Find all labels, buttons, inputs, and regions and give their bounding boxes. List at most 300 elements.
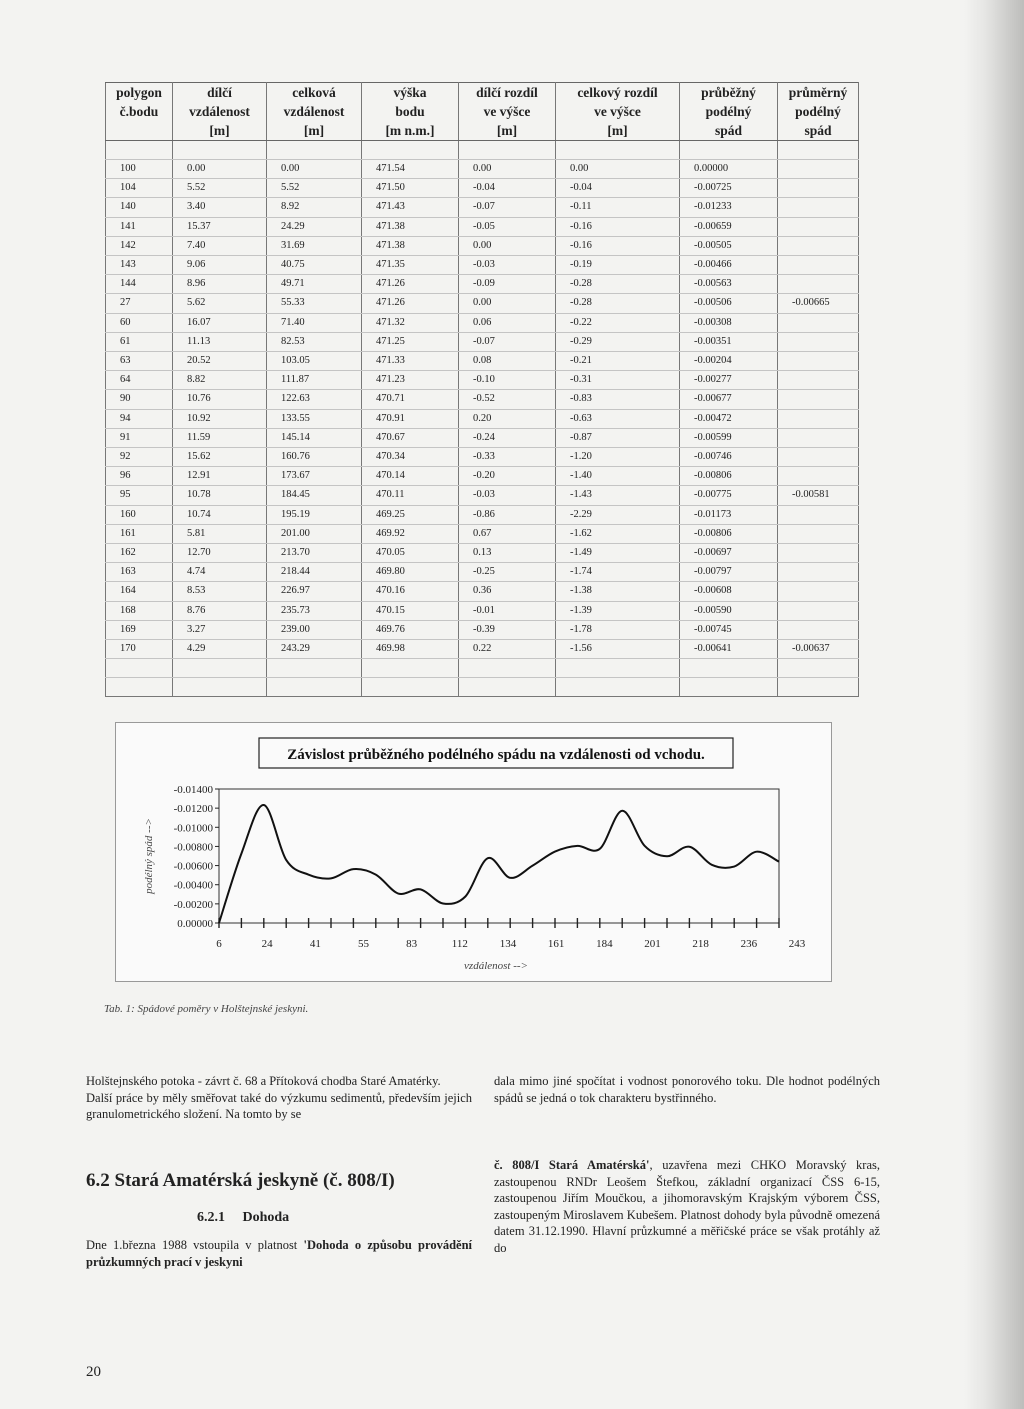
table-cell	[778, 563, 859, 582]
table-cell: -0.39	[459, 620, 556, 639]
table-cell: -2.29	[556, 505, 680, 524]
table-row	[106, 582, 859, 601]
subsection-heading: 6.2.1 Dohoda	[197, 1210, 290, 1225]
table-cell	[778, 659, 859, 678]
table-cell: 470.16	[362, 582, 459, 601]
table-header	[106, 83, 859, 141]
table-cell: 470.67	[362, 428, 459, 447]
chart-title: Závislost průběžného podélného spádu na vzdálenosti od vchodu.	[287, 747, 705, 763]
right-column-bottom	[494, 1157, 880, 1256]
chart	[115, 722, 832, 982]
x-tick-label: 134	[499, 938, 517, 950]
header-cell: polygon	[106, 83, 173, 103]
table-cell: 0.22	[459, 640, 556, 659]
table-row	[106, 505, 859, 524]
table-cell: 471.54	[362, 160, 459, 179]
table-cell: -0.00563	[680, 275, 778, 294]
header-cell: ve výšce	[459, 102, 556, 121]
table-cell: 63	[106, 352, 173, 371]
table-cell: -0.28	[556, 275, 680, 294]
table-cell: 195.19	[267, 505, 362, 524]
section-text-bold: 'Dohoda o způsobu provádění průzkumných prací v jeskyni	[86, 1238, 473, 1269]
left-column	[86, 1073, 472, 1123]
table-row	[106, 160, 859, 179]
table-cell: 471.23	[362, 371, 459, 390]
page-number: 20	[86, 1364, 101, 1380]
data-table	[105, 82, 859, 697]
table-cell: -1.38	[556, 582, 680, 601]
table-cell: -0.00806	[680, 467, 778, 486]
table-cell: -0.25	[459, 563, 556, 582]
table-cell: 100	[106, 160, 173, 179]
section-paragraph	[86, 1237, 472, 1270]
table-cell	[778, 428, 859, 447]
table-cell: 471.33	[362, 352, 459, 371]
table-cell: 164	[106, 582, 173, 601]
table-cell: 143	[106, 256, 173, 275]
table-cell	[778, 467, 859, 486]
table-cell	[556, 678, 680, 697]
section-paragraph-text	[86, 1237, 472, 1270]
table-cell: -0.07	[459, 332, 556, 351]
table-cell: 7.40	[173, 236, 267, 255]
header-cell: [m]	[459, 121, 556, 141]
table-row	[106, 620, 859, 639]
table-cell: 173.67	[267, 467, 362, 486]
y-axis-label: podélný spád -->	[143, 818, 155, 894]
table-cell: -0.00277	[680, 371, 778, 390]
table-cell: 10.76	[173, 390, 267, 409]
header-cell: podélný	[680, 102, 778, 121]
table-cell	[778, 275, 859, 294]
table-cell: 8.96	[173, 275, 267, 294]
table-cell	[556, 141, 680, 160]
table-cell: -0.33	[459, 448, 556, 467]
table-cell: -0.00581	[778, 486, 859, 505]
header-row	[106, 83, 859, 103]
table-cell: 0.00	[267, 160, 362, 179]
table-cell: -0.00677	[680, 390, 778, 409]
table-cell: 470.15	[362, 601, 459, 620]
table-cell: 161	[106, 524, 173, 543]
x-tick-label: 218	[692, 938, 709, 950]
table-cell: -0.11	[556, 198, 680, 217]
table-cell: 0.00	[459, 236, 556, 255]
table-cell: 0.20	[459, 409, 556, 428]
table-cell: 218.44	[267, 563, 362, 582]
right-paragraph-1: dala mimo jiné spočítat i vodnost ponorového toku. Dle hodnot podélných spádů se jedná o tok charakteru bystřinného.	[494, 1074, 880, 1105]
table-cell: 184.45	[267, 486, 362, 505]
header-cell: [m]	[556, 121, 680, 141]
table-cell: 9.06	[173, 256, 267, 275]
table-cell	[173, 659, 267, 678]
table-cell: 10.74	[173, 505, 267, 524]
header-row	[106, 121, 859, 141]
table-row	[106, 217, 859, 236]
table-cell	[362, 659, 459, 678]
table-cell: 31.69	[267, 236, 362, 255]
table-cell: 11.13	[173, 332, 267, 351]
table-cell: 15.37	[173, 217, 267, 236]
header-cell: celkový rozdíl	[556, 83, 680, 103]
table-cell	[267, 141, 362, 160]
table-cell: -0.00505	[680, 236, 778, 255]
y-tick-label: -0.01000	[173, 822, 213, 835]
table-cell: -1.20	[556, 448, 680, 467]
table-cell: -1.39	[556, 601, 680, 620]
table-cell	[362, 678, 459, 697]
table-cell: 15.62	[173, 448, 267, 467]
header-cell: ve výšce	[556, 102, 680, 121]
table-cell: 140	[106, 198, 173, 217]
header-cell: vzdálenost	[267, 102, 362, 121]
table-cell: -0.21	[556, 352, 680, 371]
table-cell: 235.73	[267, 601, 362, 620]
table-cell: 92	[106, 448, 173, 467]
table-cell: 0.00	[556, 160, 680, 179]
table-cell	[778, 217, 859, 236]
table-cell	[778, 332, 859, 351]
table-cell: 20.52	[173, 352, 267, 371]
table-cell: -0.00590	[680, 601, 778, 620]
table-cell: 471.32	[362, 313, 459, 332]
table-cell: 162	[106, 544, 173, 563]
table-cell: -0.22	[556, 313, 680, 332]
table-cell: 64	[106, 371, 173, 390]
table-cell: 8.92	[267, 198, 362, 217]
table-cell: 104	[106, 179, 173, 198]
table-cell: 226.97	[267, 582, 362, 601]
x-tick-label: 6	[216, 938, 222, 950]
section-heading: 6.2 Stará Amatérská jeskyně (č. 808/I)	[86, 1170, 395, 1191]
table-cell: 470.91	[362, 409, 459, 428]
table-spacer-row	[106, 678, 859, 697]
table-cell: -0.00797	[680, 563, 778, 582]
table-cell: 169	[106, 620, 173, 639]
table-cell: -0.01	[459, 601, 556, 620]
table-cell: 469.80	[362, 563, 459, 582]
header-cell: spád	[778, 121, 859, 141]
table-row	[106, 371, 859, 390]
y-tick-label: -0.00400	[173, 879, 213, 892]
table-cell	[778, 544, 859, 563]
table-cell: -0.07	[459, 198, 556, 217]
table-cell	[106, 141, 173, 160]
x-axis-label: vzdálenost -->	[464, 960, 528, 972]
table-cell	[778, 620, 859, 639]
table-cell: -0.09	[459, 275, 556, 294]
table-cell: -1.62	[556, 524, 680, 543]
table-cell: -0.00806	[680, 524, 778, 543]
table-cell: -0.31	[556, 371, 680, 390]
x-tick-label: 55	[358, 938, 369, 950]
table-cell: 103.05	[267, 352, 362, 371]
table-row	[106, 352, 859, 371]
table-cell: 5.62	[173, 294, 267, 313]
table-row	[106, 275, 859, 294]
table-cell: -0.03	[459, 486, 556, 505]
table-cell: 4.29	[173, 640, 267, 659]
table-row	[106, 256, 859, 275]
table-cell: -0.00351	[680, 332, 778, 351]
table-cell: 5.52	[267, 179, 362, 198]
header-cell: celková	[267, 83, 362, 103]
table-cell: -0.00506	[680, 294, 778, 313]
table-cell: -0.00466	[680, 256, 778, 275]
table-cell: 213.70	[267, 544, 362, 563]
table-cell	[778, 256, 859, 275]
series-line	[219, 805, 779, 923]
table-cell: 8.53	[173, 582, 267, 601]
table-cell: -0.04	[459, 179, 556, 198]
table-cell: 90	[106, 390, 173, 409]
table-cell: 471.43	[362, 198, 459, 217]
table-cell: -0.24	[459, 428, 556, 447]
y-tick-label: 0.00000	[177, 918, 213, 930]
table-cell	[778, 601, 859, 620]
header-cell: [m]	[267, 121, 362, 141]
table-row	[106, 179, 859, 198]
table-cell: 0.00	[173, 160, 267, 179]
y-tick-label: -0.00600	[173, 860, 213, 873]
table-cell	[778, 524, 859, 543]
table-row	[106, 448, 859, 467]
table-row	[106, 332, 859, 351]
table-cell: -0.63	[556, 409, 680, 428]
table-cell	[778, 505, 859, 524]
table-cell: -1.56	[556, 640, 680, 659]
table-cell	[680, 678, 778, 697]
table-cell: -0.20	[459, 467, 556, 486]
table-cell	[778, 236, 859, 255]
table-cell: -1.43	[556, 486, 680, 505]
table-cell: 0.13	[459, 544, 556, 563]
table-cell	[778, 160, 859, 179]
y-tick-label: -0.00200	[173, 898, 213, 911]
chart-svg	[116, 723, 831, 981]
table-cell: 469.98	[362, 640, 459, 659]
table-cell	[106, 659, 173, 678]
left-paragraph-2: Další práce by měly směřovat také do výzkumu sedimentů, především jejich granulometrického složení. Na tomto by se	[86, 1090, 472, 1121]
x-tick-label: 24	[261, 938, 273, 950]
table-cell	[680, 659, 778, 678]
table-cell: 145.14	[267, 428, 362, 447]
table-cell: 142	[106, 236, 173, 255]
x-tick-label: 243	[788, 938, 806, 950]
table-cell: -0.00641	[680, 640, 778, 659]
header-cell: průběžný	[680, 83, 778, 103]
table-row	[106, 601, 859, 620]
table-cell: 8.82	[173, 371, 267, 390]
table-cell	[778, 390, 859, 409]
table-cell: -0.00608	[680, 582, 778, 601]
agreement-text: , uzavřena mezi CHKO Moravský kras, zastoupenou RNDr Leošem Štefkou, základní organizací ČSS 6-15, zastoupenou Jiřím Moučkou, a jihomoravským Krajským výborem ČSS, zastoupeným Miroslavem Kubešem. Platnost dohody byla původně omezená datem 31.12.1990. Hlavní průzkumné a měřičské práce se však protáhly až do	[494, 1158, 880, 1255]
section-text-start: Dne 1.března 1988 vstoupila v platnost	[86, 1238, 304, 1252]
table-row	[106, 294, 859, 313]
table-cell: 469.92	[362, 524, 459, 543]
header-cell: dílčí rozdíl	[459, 83, 556, 103]
table-cell: -0.00745	[680, 620, 778, 639]
table-row	[106, 544, 859, 563]
table-cell	[173, 678, 267, 697]
table-cell: 94	[106, 409, 173, 428]
table-cell	[459, 659, 556, 678]
table-cell: 11.59	[173, 428, 267, 447]
table-cell	[778, 678, 859, 697]
table-cell: 0.00	[459, 294, 556, 313]
table-cell: 0.00	[459, 160, 556, 179]
table-row	[106, 524, 859, 543]
table-cell: -0.00746	[680, 448, 778, 467]
table-cell	[680, 141, 778, 160]
table-cell: 0.36	[459, 582, 556, 601]
table-cell: 60	[106, 313, 173, 332]
header-cell: [m]	[173, 121, 267, 141]
table-cell: -0.00665	[778, 294, 859, 313]
table-cell	[778, 371, 859, 390]
table-cell: 24.29	[267, 217, 362, 236]
table-cell: 91	[106, 428, 173, 447]
table-cell	[778, 582, 859, 601]
table-cell: -0.16	[556, 217, 680, 236]
header-cell: dílčí	[173, 83, 267, 103]
y-tick-label: -0.01200	[173, 803, 213, 816]
table-cell: 0.00000	[680, 160, 778, 179]
table-cell: 168	[106, 601, 173, 620]
table-cell: -0.87	[556, 428, 680, 447]
y-tick-label: -0.01400	[173, 784, 213, 796]
table-row	[106, 563, 859, 582]
table-cell	[362, 141, 459, 160]
header-cell: výška	[362, 83, 459, 103]
x-tick-label: 161	[547, 938, 565, 950]
right-column-top	[494, 1073, 880, 1106]
table-cell: -0.29	[556, 332, 680, 351]
header-cell: bodu	[362, 102, 459, 121]
table-cell	[778, 179, 859, 198]
table-body	[106, 141, 859, 697]
x-tick-label: 236	[740, 938, 758, 950]
table-cell: 12.91	[173, 467, 267, 486]
table-row	[106, 640, 859, 659]
x-tick-label: 112	[451, 938, 468, 950]
header-cell: průměrný	[778, 83, 859, 103]
table-cell: 160.76	[267, 448, 362, 467]
table-cell: -0.00659	[680, 217, 778, 236]
table-cell	[778, 198, 859, 217]
table-cell: -0.00599	[680, 428, 778, 447]
table-cell: -0.03	[459, 256, 556, 275]
table-cell: -0.19	[556, 256, 680, 275]
table-cell: -0.52	[459, 390, 556, 409]
table-cell: 470.34	[362, 448, 459, 467]
header-cell: podélný	[778, 102, 859, 121]
table-cell: 469.76	[362, 620, 459, 639]
table-cell: -0.86	[459, 505, 556, 524]
table-cell: 3.27	[173, 620, 267, 639]
table-row	[106, 428, 859, 447]
table-cell: 133.55	[267, 409, 362, 428]
table-cell: 95	[106, 486, 173, 505]
table-cell: 239.00	[267, 620, 362, 639]
table-cell: 243.29	[267, 640, 362, 659]
table-row	[106, 236, 859, 255]
x-tick-label: 184	[596, 938, 613, 950]
table-cell: 0.67	[459, 524, 556, 543]
x-tick-label: 41	[309, 938, 321, 950]
table-cell: 61	[106, 332, 173, 351]
page-edge-shadow	[964, 0, 1024, 1409]
table-cell: 10.92	[173, 409, 267, 428]
table-cell: 40.75	[267, 256, 362, 275]
table-cell: 12.70	[173, 544, 267, 563]
table-cell: -0.00204	[680, 352, 778, 371]
table-cell: 122.63	[267, 390, 362, 409]
header-cell: č.bodu	[106, 102, 173, 121]
table-cell: 470.14	[362, 467, 459, 486]
table-row	[106, 313, 859, 332]
table-cell	[459, 678, 556, 697]
table-cell	[556, 659, 680, 678]
table-row	[106, 486, 859, 505]
table-cell	[778, 448, 859, 467]
table-cell: 4.74	[173, 563, 267, 582]
table-cell: 8.76	[173, 601, 267, 620]
table-cell: 471.26	[362, 275, 459, 294]
table-cell: 471.26	[362, 294, 459, 313]
table-cell: -0.00637	[778, 640, 859, 659]
table-cell	[778, 409, 859, 428]
agreement-title: č. 808/I Stará Amatérská'	[494, 1158, 650, 1172]
table-cell: -0.00472	[680, 409, 778, 428]
table-cell: 201.00	[267, 524, 362, 543]
header-cell: vzdálenost	[173, 102, 267, 121]
table-row	[106, 409, 859, 428]
table-cell	[106, 678, 173, 697]
header-cell	[106, 121, 173, 141]
right-paragraph-2	[494, 1157, 880, 1256]
table-cell: 469.25	[362, 505, 459, 524]
y-tick-label: -0.00800	[173, 841, 213, 854]
table-cell: 5.81	[173, 524, 267, 543]
table-cell: 471.50	[362, 179, 459, 198]
table-cell: 96	[106, 467, 173, 486]
table-cell: -1.78	[556, 620, 680, 639]
table-caption: Tab. 1: Spádové poměry v Holštejnské jeskyni.	[104, 1003, 309, 1015]
table-cell: 55.33	[267, 294, 362, 313]
table-cell: -0.16	[556, 236, 680, 255]
table-cell: 471.38	[362, 217, 459, 236]
x-tick-label: 201	[644, 938, 661, 950]
table-cell: -0.00725	[680, 179, 778, 198]
table-cell: 5.52	[173, 179, 267, 198]
table-row	[106, 198, 859, 217]
table-cell	[778, 141, 859, 160]
table-row	[106, 467, 859, 486]
table-cell: 471.35	[362, 256, 459, 275]
table-spacer-row	[106, 141, 859, 160]
table-cell: -0.10	[459, 371, 556, 390]
table-cell: 160	[106, 505, 173, 524]
table-cell: 163	[106, 563, 173, 582]
table-cell: 71.40	[267, 313, 362, 332]
x-tick-label: 83	[406, 938, 418, 950]
table-cell: 470.71	[362, 390, 459, 409]
table-cell	[778, 352, 859, 371]
table-cell: 141	[106, 217, 173, 236]
table-cell: -1.74	[556, 563, 680, 582]
table-cell	[267, 678, 362, 697]
